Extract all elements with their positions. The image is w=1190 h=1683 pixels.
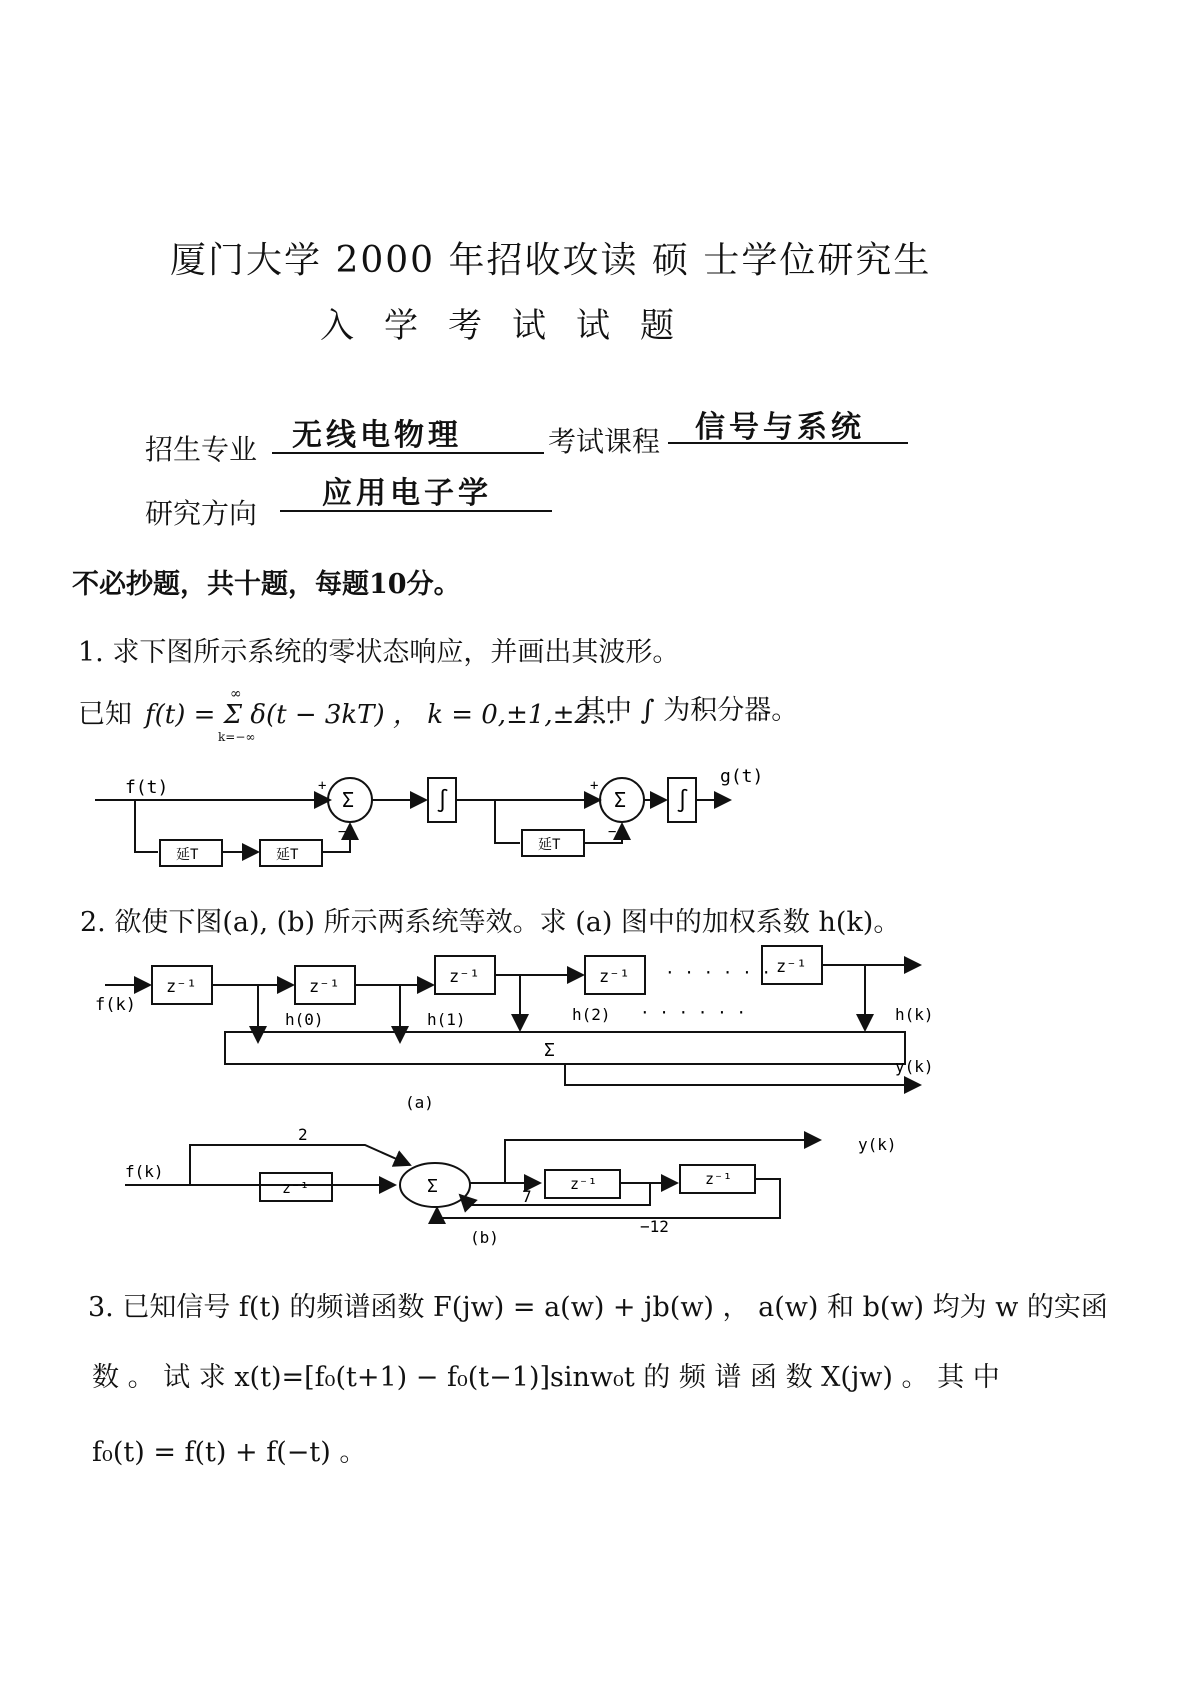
q3-line-3: f₀(t) = f(t) + f(−t) 。 <box>92 1437 367 1468</box>
q2b-gain-2: 2 <box>298 1125 308 1144</box>
exam-title: 厦门大学 2000 年招收攻读 硕 士学位研究生 <box>170 240 932 281</box>
q1-delay-label-3: 延T <box>538 837 561 853</box>
q2b-gain-12: −12 <box>640 1217 669 1236</box>
q1-sum-symbol-2: Σ <box>614 788 627 812</box>
q2a-weight-1: h(1) <box>427 1010 466 1029</box>
q1-output-label: g(t) <box>720 766 764 787</box>
q3-line-2: 数 。 试 求 x(t)=[f₀(t+1) − f₀(t−1)]sinw₀t 的 频 谱 函 数 X(jw) 。 其 中 <box>92 1362 1000 1393</box>
q2a-output-label: y(k) <box>895 1057 934 1076</box>
q2b-output-label: y(k) <box>858 1135 897 1154</box>
q2b-delay-2: z⁻¹ <box>570 1175 598 1193</box>
q2a-sum-symbol: Σ <box>544 1040 555 1061</box>
q1-integrator-symbol-2: ∫ <box>676 789 690 814</box>
q1-note: 其中 ∫ 为积分器。 <box>578 695 799 726</box>
q1-minus-2: − <box>608 824 617 840</box>
q1-integrator-symbol-1: ∫ <box>436 789 450 814</box>
q1-formula: f(t) = Σ δ(t − 3kT) ， k = 0,±1,±2... <box>145 700 616 730</box>
course-label: 考试课程 <box>548 425 661 458</box>
q2a-delay-3: z⁻¹ <box>449 967 480 987</box>
q2-text: 2. 欲使下图(a), (b) 所示两系统等效。求 (a) 图中的加权系数 h(k)。 <box>80 907 901 938</box>
q3-line-1: 3. 已知信号 f(t) 的频谱函数 F(jw) = a(w) + jb(w) ， a(w) 和 b(w) 均为 w 的实函 <box>88 1292 1108 1323</box>
q2a-weight-k: h(k) <box>895 1005 934 1024</box>
instructions: 不必抄题，共十题，每题10分。 <box>72 569 461 600</box>
q2a-dots-2: · · · · · · <box>640 1003 746 1022</box>
q1-plus-1: + <box>318 778 327 794</box>
q2a-delay-k: z⁻¹ <box>776 957 807 977</box>
q1-input-label: f(t) <box>125 777 169 798</box>
q1-sum-upper: ∞ <box>230 686 242 702</box>
direction-label: 研究方向 <box>145 497 258 530</box>
q2b-input-label: f(k) <box>125 1162 164 1181</box>
q2b-sum-symbol: Σ <box>427 1176 438 1197</box>
q1-text: 1. 求下图所示系统的零状态响应，并画出其波形。 <box>78 637 680 668</box>
q2a-delay-4: z⁻¹ <box>599 967 630 987</box>
q2a-input-label: f(k) <box>95 995 136 1015</box>
q1-minus-1: − <box>338 824 347 840</box>
q1-delay-label-1: 延T <box>176 847 199 863</box>
course-value: 信号与系统 <box>695 410 865 445</box>
q1-sum-symbol-1: Σ <box>342 788 355 812</box>
q2b-delay-1: z⁻¹ <box>282 1179 310 1197</box>
q2a-delay-2: z⁻¹ <box>309 977 340 997</box>
q2a-caption: (a) <box>405 1093 434 1112</box>
direction-value: 应用电子学 <box>322 476 492 511</box>
q1-sum-lower: k=−∞ <box>218 730 256 744</box>
q2b-delay-3: z⁻¹ <box>705 1170 733 1188</box>
q2a-weight-0: h(0) <box>285 1010 324 1029</box>
q2a-weight-2: h(2) <box>572 1005 611 1024</box>
exam-subtitle: 入学考试试题 <box>320 306 704 346</box>
q1-delay-label-2: 延T <box>276 847 299 863</box>
q1-given-prefix: 已知 <box>78 699 132 730</box>
q1-plus-2: + <box>590 778 599 794</box>
q2a-dots-1: · · · · · · <box>665 963 771 982</box>
q2b-caption: (b) <box>470 1228 499 1247</box>
major-value: 无线电物理 <box>292 418 462 453</box>
q2a-delay-1: z⁻¹ <box>166 977 197 997</box>
major-label: 招生专业 <box>145 433 258 466</box>
q2b-gain-7: 7 <box>522 1187 532 1206</box>
